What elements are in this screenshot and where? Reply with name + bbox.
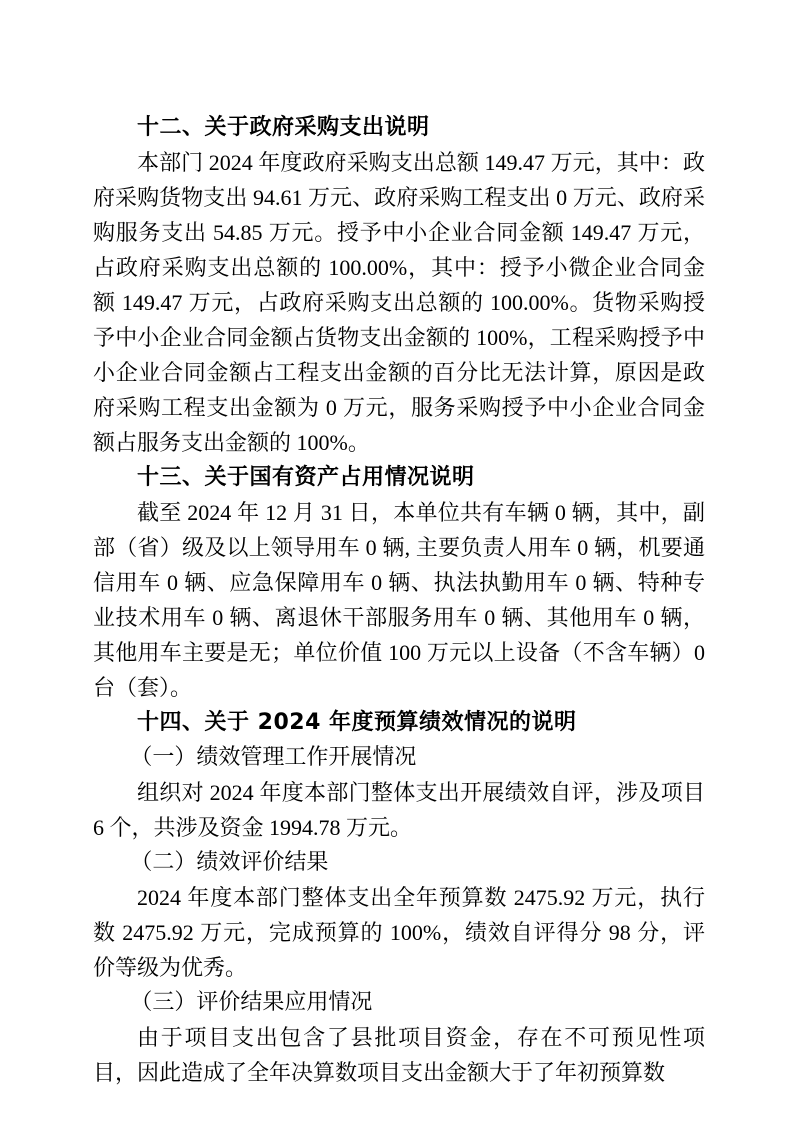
paragraph-performance-self-evaluation: 组织对 2024 年度本部门整体支出开展绩效自评，涉及项目 6 个，共涉及资金 1994.78 万元。 <box>93 780 705 840</box>
paragraph-state-assets-occupancy: 截至 2024 年 12 月 31 日，本单位共有车辆 0 辆，其中，副部（省）级及以上领导用车 0 辆, 主要负责人用车 0 辆，机要通信用车 0 辆、应急保障用车 0 辆、执法执勤用车 0 辆、特种专业技术用车 0 辆、离退休干部服务用车 0 辆、其他用车 0 辆，其他用车主要是无；单位价值 100 万元以上设备（不含车辆）0 台（套）。 <box>93 500 705 700</box>
section-heading-12-government-procurement: 十二、关于政府采购支出说明 <box>137 115 430 140</box>
document-content <box>93 110 705 1090</box>
paragraph-evaluation-results: 2024 年度本部门整体支出全年预算数 2475.92 万元，执行数 2475.92 万元，完成预算的 100%，绩效自评得分 98 分，评价等级为优秀。 <box>93 885 705 980</box>
section-heading-14-budget-performance: 十四、关于 2024 年度预算绩效情况的说明 <box>137 710 577 735</box>
paragraph-procurement-expenditure: 本部门 2024 年度政府采购支出总额 149.47 万元，其中：政府采购货物支出 94.61 万元、政府采购工程支出 0 万元、政府采购服务支出 54.85 万元。授予中小企业合同金额 149.47 万元，占政府采购支出总额的 100.00%，其中：授予小微企业合同金额 149.47 万元，占政府采购支出总额的 100.00%。货物采购授予中小企业合同金额占货物支出金额的 100%，工程采购授予中小企业合同金额占工程支出金额的百分比无法计算，原因是政府采购工程支出金额为 0 万元，服务采购授予中小企业合同金额占服务支出金额的 100%。 <box>93 150 705 455</box>
section-heading-13-state-assets: 十三、关于国有资产占用情况说明 <box>137 465 475 490</box>
subheading-14-3-results-application: （三）评价结果应用情况 <box>130 990 373 1015</box>
subheading-14-1-performance-management: （一）绩效管理工作开展情况 <box>130 745 417 770</box>
subheading-14-2-evaluation-results: （二）绩效评价结果 <box>130 850 329 875</box>
paragraph-results-application: 由于项目支出包含了县批项目资金，存在不可预见性项目，因此造成了全年决算数项目支出金额大于了年初预算数 <box>93 1025 705 1085</box>
